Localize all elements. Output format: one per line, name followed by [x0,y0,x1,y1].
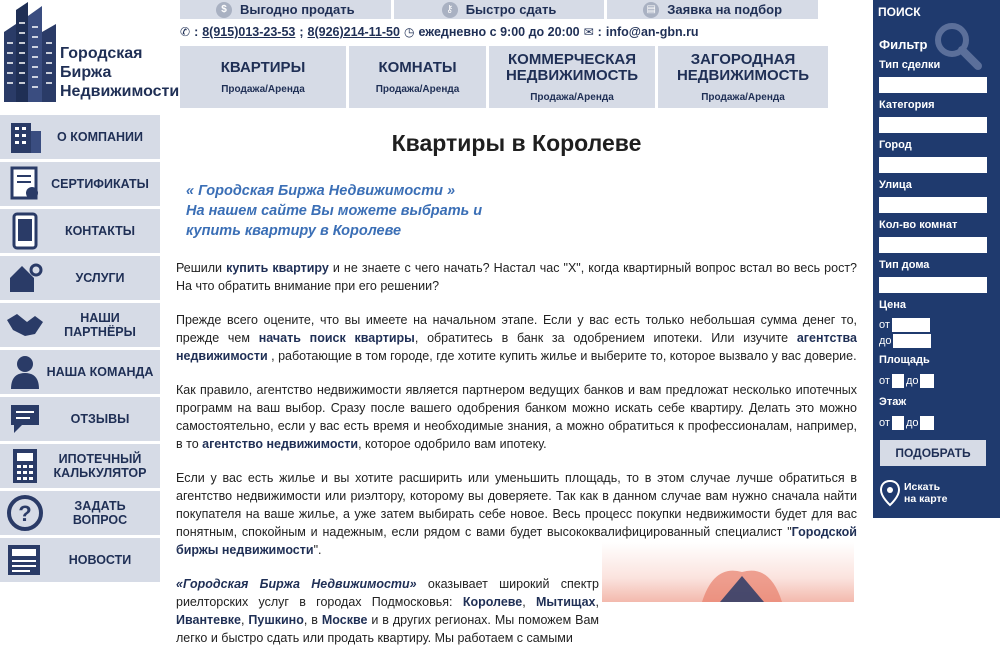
sidebar-item-label: ОТЗЫВЫ [70,412,130,426]
floor-to-input[interactable] [920,416,934,430]
sidebar [0,115,160,585]
paragraph [176,259,857,295]
area-to-input[interactable] [920,374,934,388]
logo-line: Биржа [60,64,112,81]
logo[interactable] [0,0,180,108]
street-label: Улица [879,179,912,191]
svg-text:?: ? [18,501,32,526]
sidebar-item-contacts[interactable] [0,209,160,253]
page-title: Квартиры в Королеве [391,130,642,156]
building-icon [4,117,46,157]
area-from-input[interactable] [892,374,904,388]
area-from-label: от [879,375,890,387]
city-link[interactable]: Пушкино [248,613,304,627]
text: Решили [176,261,227,275]
text: и в других регионах. Мы поможем Вам легко и быстро сдать или продать квартиру. Мы работаем с самыми [176,613,600,645]
nav-rooms[interactable] [349,46,486,108]
quote-line: « Городская Биржа Недвижимости » [186,183,456,199]
text: , [240,613,249,627]
price-label: Цена [879,299,907,311]
nav-subtitle: Продажа/Аренда [221,83,305,95]
floor-from-label: от [879,417,890,429]
map-link-label [904,481,947,505]
map-search-link[interactable] [880,480,947,506]
contact-bar: ✆ : 8(915)013-23-53 ; 8(926)214-11-50 ◷ ежедневно с 9:00 до 20:00 ✉ : info@an-gbn.ru [180,25,699,39]
text: и не знаете с чего начать? Настал час "Х", когда квартирный вопрос встал во весь рост? На что обратить внимание при его решении? [176,261,857,293]
nav-commercial[interactable] [489,46,655,108]
nav-apartments[interactable] [180,46,346,108]
key-icon: ⚷ [442,2,458,18]
inline-link[interactable]: агентства недвижимости [176,331,857,363]
house-key-icon [4,258,46,298]
search-submit-button[interactable]: ПОДОБРАТЬ [880,440,986,466]
paragraph [176,575,599,647]
map-pin-icon [880,480,900,506]
phone-link-2[interactable]: 8(926)214-11-50 [307,25,400,39]
person-icon [4,352,46,392]
text: оказывает широкий спектр риелторских услуг в городах Подмосковья: [176,577,599,609]
logo-buildings-icon [2,2,60,106]
sidebar-item-label: КОНТАКТЫ [64,224,136,238]
nav-title: КВАРТИРЫ [220,58,306,76]
price-to-label: до [879,335,892,347]
sidebar-item-label: УСЛУГИ [75,271,125,285]
email-icon: ✉ [583,25,594,39]
sidebar-item-calculator[interactable] [0,444,160,488]
map-link-line: на карте [904,493,948,505]
sidebar-item-certificates[interactable] [0,162,160,206]
nav-title: КОМНАТЫ [378,58,457,76]
price-to-input[interactable] [893,334,931,348]
inline-link[interactable]: Городской биржы недвижимости [176,525,857,557]
price-from-input[interactable] [892,318,930,332]
sidebar-item-label: НАША КОМАНДА [46,365,154,379]
house-in-hands-image [602,542,854,602]
question-icon [4,493,46,533]
house-type-select[interactable] [879,277,987,293]
logo-line: Городская [60,45,143,62]
nav-subtitle: Продажа/Аренда [701,91,785,103]
area-to-label: до [906,375,919,387]
news-icon [4,540,46,580]
sidebar-item-news[interactable] [0,538,160,582]
house-type-label: Тип дома [879,259,930,271]
handshake-icon [4,305,46,345]
text: , обратитесь в банк за одобрением ипотеки. Или изучите [414,331,797,345]
sidebar-item-label: О КОМПАНИИ [57,130,143,144]
filter-title: Фильтр [879,37,928,52]
text: ". [313,543,322,557]
nav-subtitle: Продажа/Аренда [530,91,614,103]
search-header: ПОИСК [878,5,921,19]
sidebar-item-about[interactable] [0,115,160,159]
text: , работающие в том городе, где хотите купить жилье и выберите то, которое вызвало у вас доверие. [267,349,857,363]
nav-title: ЗАГОРОДНАЯ НЕДВИЖИМОСТЬ [676,50,810,84]
inline-link[interactable]: начать поиск квартиры [258,331,415,345]
clock-icon: ◷ [403,25,415,39]
city-link[interactable]: Мытищах [536,595,596,609]
sidebar-item-label: НОВОСТИ [68,553,132,567]
text: , [522,595,537,609]
map-link-line: Искать [904,481,941,493]
calculator-icon [4,446,46,486]
main-nav [180,46,828,108]
rent-tab-label: Быстро сдать [465,2,557,17]
certificate-icon [4,164,46,204]
nav-title: КОММЕРЧЕСКАЯ НЕДВИЖИМОСТЬ [505,50,639,84]
text: , [595,595,599,609]
phone-icon: ✆ [180,25,191,39]
working-hours: ежедневно с 9:00 до 20:00 [418,25,580,39]
text: , в [303,613,322,627]
city-select[interactable] [879,157,987,173]
sidebar-item-label: ЗАДАТЬ ВОПРОС [72,499,128,527]
email-link[interactable]: info@an-gbn.ru [605,25,699,39]
deal-type-select[interactable] [879,77,987,93]
nav-suburban[interactable] [658,46,828,108]
logo-line: Недвижимости [60,83,180,100]
price-from-label: от [879,319,890,331]
sidebar-item-team[interactable] [0,350,160,394]
text: Если у вас есть жилье и вы хотите расширить или уменьшить площадь, то в этом случае лучше обратиться в агентство недвижимости или риэлтору, которому вы доверяете. Так как в данном случае вам нужно сначала найти покупателя на ваше жилье, а уже затем выбирать себе новое. Весь процесс покупки недвижимости будет для вас понятным, спокойным и надежным, если рядом с вами будет высококвалифицированный специалист " [176,471,857,539]
street-input[interactable] [879,197,987,213]
floor-from-input[interactable] [892,416,904,430]
sidebar-item-label: НАШИ ПАРТНЁРЫ [64,311,136,339]
request-tab-label: Заявка на подбор [667,2,783,17]
city-link[interactable]: Ивантевке [176,613,241,627]
inline-link[interactable]: купить квартиру [226,261,329,275]
category-select[interactable] [879,117,987,133]
rooms-select[interactable] [879,237,987,253]
sidebar-item-partners[interactable] [0,303,160,347]
intro-quote [186,181,857,241]
sidebar-item-label: ИПОТЕЧНЫЙ КАЛЬКУЛЯТОР [53,452,147,480]
sell-tab[interactable] [180,0,391,19]
text: Как правило, агентство недвижимости является партнером ведущих банков и вам предложат несколько ипотечных программ на ваш выбор. Сразу после вашего одобрения банком можно искать себе квартиру. Делать это можно самостоятельно, если у вас есть время и необходимые знания, а можно обратиться к профессионалам, например, в то [176,383,857,451]
category-label: Категория [879,99,935,111]
quote-line: купить квартиру в Королеве [186,223,402,239]
rent-tab[interactable] [394,0,605,19]
city-label: Город [879,139,912,151]
inline-link[interactable]: агентство недвижимости [202,437,359,451]
text: Прежде всего оцените, что вы имеете на начальном этапе. Если у вас есть только небольшая сумма денег то, прежде чем [176,313,857,345]
sell-tab-label: Выгодно продать [240,2,355,17]
logo-text [60,44,179,101]
floor-to-label: до [906,417,919,429]
sidebar-item-ask[interactable] [0,491,160,535]
area-label: Площадь [879,354,930,366]
phone-icon [4,211,46,251]
nav-subtitle: Продажа/Аренда [375,83,460,95]
sidebar-item-label: СЕРТИФИКАТЫ [51,177,149,191]
sidebar-item-services[interactable] [0,256,160,300]
city-link[interactable]: Москве [321,613,368,627]
paragraph [176,381,857,453]
rooms-label: Кол-во комнат [879,219,958,231]
piggy-bank-icon: $ [216,2,232,18]
floor-label: Этаж [879,396,907,408]
document-icon: ▤ [643,2,659,18]
paragraph [176,311,857,365]
phone-link-1[interactable]: 8(915)013-23-53 [202,25,296,39]
quote-line: На нашем сайте Вы можете выбрать и [186,203,483,219]
city-link[interactable]: Королеве [462,595,523,609]
request-tab[interactable] [607,0,818,19]
sidebar-item-reviews[interactable] [0,397,160,441]
top-tabs [180,0,818,19]
text: , которое одобрило вам ипотеку. [358,437,547,451]
speech-bubble-icon [4,399,46,439]
inline-link[interactable]: «Городская Биржа Недвижимости» [176,577,417,591]
content-photo [602,542,854,602]
deal-type-label: Тип сделки [879,59,941,71]
